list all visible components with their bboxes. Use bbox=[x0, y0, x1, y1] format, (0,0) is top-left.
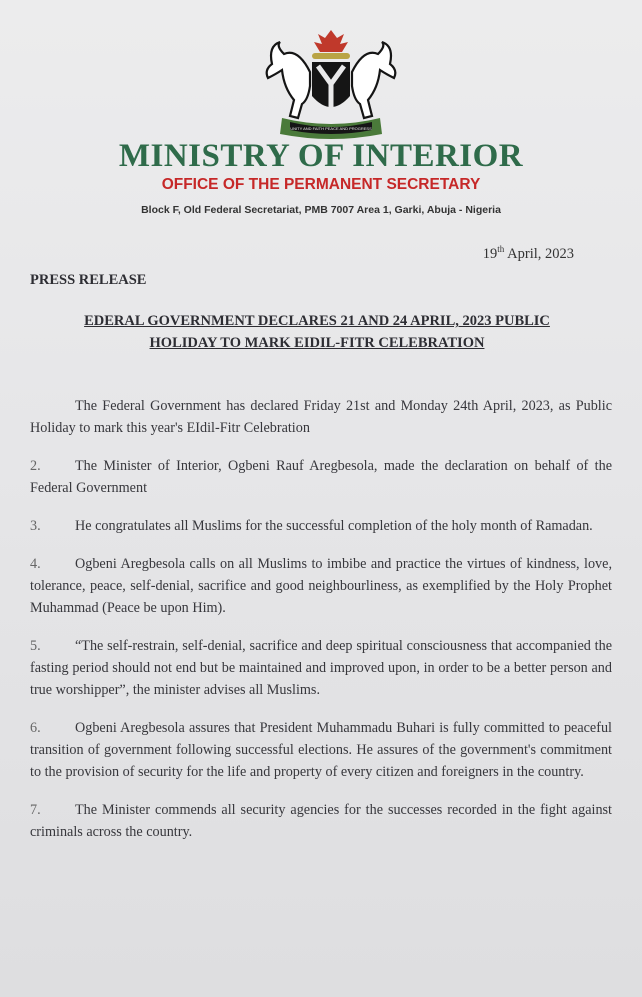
paragraph-5 bbox=[30, 635, 612, 701]
press-release-label: PRESS RELEASE bbox=[30, 272, 147, 288]
headline-line-1: EDERAL GOVERNMENT DECLARES 21 AND 24 APRIL, 2023 PUBLIC bbox=[84, 313, 550, 329]
paragraph-2 bbox=[30, 455, 612, 499]
paragraph-number: 4. bbox=[30, 556, 41, 572]
paragraph-text: “The self-restrain, self-denial, sacrifice and deep spiritual consciousness that accompanied the fasting period should not end but be maintained and improved upon, in order to be a better person and true worshipper”, the minister advises all Muslims. bbox=[30, 638, 612, 698]
paragraph-text: He congratulates all Muslims for the successful completion of the holy month of Ramadan. bbox=[75, 518, 593, 534]
paragraph-number: 2. bbox=[30, 458, 41, 474]
coat-of-arms-icon bbox=[254, 26, 408, 142]
date-suffix: th bbox=[497, 244, 505, 254]
release-date bbox=[483, 244, 574, 263]
paragraph-6 bbox=[30, 717, 612, 783]
ministry-title: MINISTRY OF INTERIOR bbox=[118, 138, 524, 174]
paragraph-text: Ogbeni Aregbesola assures that President Muhammadu Buhari is fully committed to peaceful transition of government following successful elections. He assures of the government's commitment to the provision of security for the life and property of every citizen and foreigners in the country. bbox=[30, 720, 612, 780]
paragraph-7 bbox=[30, 799, 612, 843]
office-address: Block F, Old Federal Secretariat, PMB 7007 Area 1, Garki, Abuja - Nigeria bbox=[141, 204, 501, 216]
date-rest: April, 2023 bbox=[504, 245, 574, 262]
headline bbox=[30, 310, 604, 354]
office-title: OFFICE OF THE PERMANENT SECRETARY bbox=[161, 176, 481, 193]
paragraph-number: 6. bbox=[30, 720, 41, 736]
date-day: 19 bbox=[482, 245, 498, 262]
release-body bbox=[30, 395, 612, 859]
paragraph-text: The Minister of Interior, Ogbeni Rauf Aregbesola, made the declaration on behalf of the Federal Government bbox=[30, 458, 612, 496]
paragraph-1 bbox=[30, 395, 612, 439]
paragraph-4 bbox=[30, 553, 612, 619]
paragraph-number: 5. bbox=[30, 638, 41, 654]
paragraph-number: 7. bbox=[30, 802, 41, 818]
paragraph-number: 3. bbox=[30, 518, 41, 534]
paragraph-text: The Federal Government has declared Friday 21st and Monday 24th April, 2023, as Public Holiday to mark this year's EIdil-Fitr Celebration bbox=[30, 398, 612, 436]
paragraph-text: Ogbeni Aregbesola calls on all Muslims to imbibe and practice the virtues of kindness, love, tolerance, peace, self-denial, sacrifice and good neighbourliness, as exemplified by the Holy Prophet Muhammad (Peace be upon Him). bbox=[30, 556, 612, 616]
paragraph-text: The Minister commends all security agencies for the successes recorded in the fight against criminals across the country. bbox=[30, 802, 612, 840]
crest-motto: UNITY AND FAITH PEACE AND PROGRESS bbox=[290, 126, 372, 131]
paragraph-3 bbox=[30, 515, 612, 537]
headline-line-2: HOLIDAY TO MARK EIDIL-FITR CELEBRATION bbox=[149, 335, 485, 351]
